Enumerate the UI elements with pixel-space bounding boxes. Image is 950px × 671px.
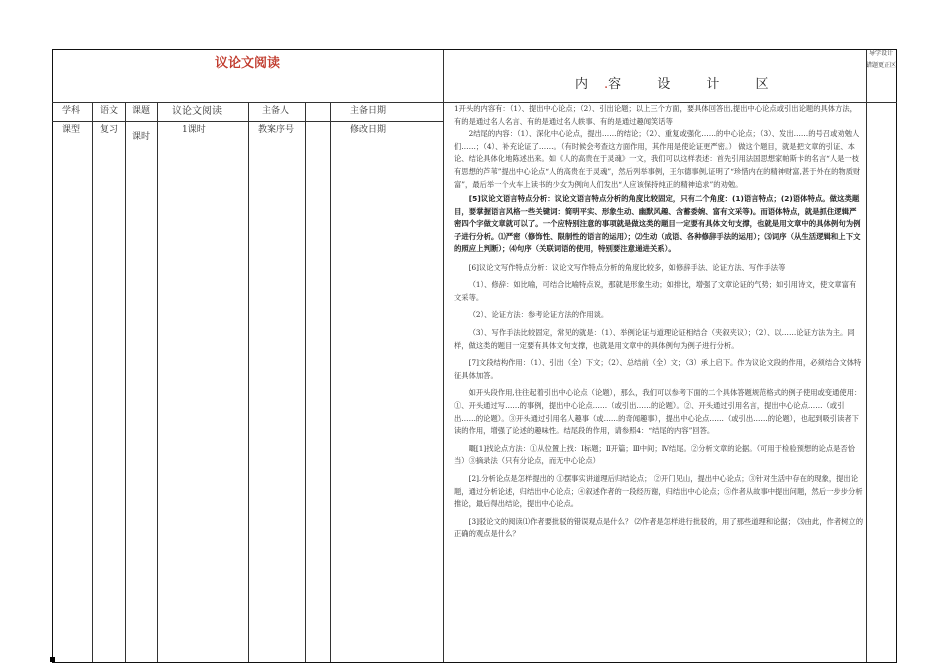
content-paragraph: 1开头的内容有：（1）、提出中心论点；（2）、引出论题；以上三个方面，要具体回答出,提出中心论点或引出论题的具体方法，有的是通过名人名言、有的是通过名人轶事、有的是通过趣闻笑话等 (454, 104, 857, 126)
page-title: 议论文阅读 (214, 56, 280, 71)
info-col-2 (125, 102, 126, 662)
content-paragraph: [7]文段结构作用：（1）、引出（全）下文；（2）、总结前（全）文；（3）承上启下。作为议论文段的作用，必须结合文体特征具体加答。 (454, 358, 862, 380)
content-paragraph: 如开头段作用,往往起着引出中心论点（论题），那么，我们可以参考下面的二个具体答题规范格式的例子使用或变通使用：①、开头通过写……的事例，提出中心论点……（或引出……的论题）。②、开头通过引用名言，提出中心论点……（或引出……的论题）。③开头通过引用名人趣事（或……的奇闻趣事），提出中心论点……（或引出……的论题），也起到吸引读者下读的作用，增强了论述的趣味性。结尾段的作用，请参照4：“结尾的内容”回答。 (454, 388, 862, 436)
type-value: 复习 (100, 125, 119, 135)
content-paragraph: （1）、修辞：如比喻，可结合比喻特点说，那就是形象生动；如排比，增强了文章论证的气势；如引用诗文，使文章富有文采等。 (454, 280, 857, 302)
preparer-label: 主备人 (262, 106, 290, 116)
side-label-guide: 导学设计 (868, 50, 893, 57)
side-column (866, 50, 896, 74)
content-paragraph: 嘅[1]找论点方法：①从位置上找：Ⅰ标题；Ⅱ开篇；Ⅲ中间；Ⅳ结尾。②分析文章的论据。（可用于检验预想的论点是否恰当）③摘录法（只有分论点，而无中心论点） (454, 443, 855, 466)
topic-value: 议论文阅读 (172, 106, 222, 117)
period-label: 课时 (132, 132, 151, 142)
column-divider-main (443, 50, 444, 662)
modify-date-label: 修改日期 (350, 125, 387, 135)
prep-date-label: 主备日期 (350, 106, 387, 116)
info-col-1 (92, 102, 93, 662)
corner-mark (50, 657, 55, 662)
content-paragraph: （2）、论证方法：参考论证方法的作用谈。 (468, 310, 609, 320)
topic-label: 课题 (132, 106, 151, 116)
content-paragraph: 2结尾的内容：（1）、深化中心论点，提出……的结论；（2）、重复或强化……的中心论点；（3）、发出……的号召或劝勉人们……；（4）、补充论证了……。（有时候会考查这方面作用，其作用是使论证更严密。） 做这个题目，就是把文章的引证、本论、结论具体化地陈述出来。如《人的高贵在于灵魂》一文，我们可以这样表述：首先引用法国思想家帕斯卡的名言“人是一枝有思想的芦苇”提出中心论点“人的高贵在于灵魂”，然后列举事例，王尔德事例,证明了“珍惜内在的精神财富,甚于外在的物质财富”，最后举一个火车上读书的少女为例向人们发出“人应该保持纯正的精神追求”的劝勉。 (454, 129, 861, 189)
design-area-dot: . (604, 77, 609, 92)
page-frame-bottom (52, 662, 897, 663)
info-col-6 (330, 102, 331, 662)
plan-number-label: 教案序号 (258, 125, 295, 135)
page-frame-right (896, 49, 897, 663)
info-col-5 (305, 102, 306, 662)
design-area-header: 内.容 设 计 区 (575, 77, 785, 92)
content-paragraph-emphasis: [5]议论文语言特点分析：议论文语言特点分析的角度比较固定，只有二个角度：(1)语言特点；(2)语体特点。做这类题目，要掌握语言风格一些关键词：简明平实、形象生动、幽默风趣、含蓄委婉、富有文采等)。而语体特点，就是抓住逻辑严密四个字做文章就可以了。一个应特别注意的事项就是做这类的题目一定要有具体文句支撑，也就是用文章中的具体例句为例子进行分析。⑴严密（修饰性、限制性的语言的运用）；⑵生动（成语、各种修辞手法的运用）；⑶词序（从生活逻辑和上下文的照应上判断）；⑷句序（关联词语的使用，特别要注意递进关系）。 (454, 194, 861, 254)
content-paragraph: （3）、写作手法比较固定，常见的就是：（1）、举例论证与道理论证相结合（夹叙夹议）；（2）、以……论证方法为主。同样，做这类的题目一定要有具体文句支撑，也就是用文章中的具体例句为例子进行分析。 (454, 328, 855, 350)
lesson-content (454, 103, 863, 541)
page-frame-top (52, 49, 897, 50)
subject-label: 学科 (62, 106, 81, 116)
content-paragraph: [2].分析论点是怎样提出的 ①摆事实讲道理后归结论点； ②开门见山，提出中心论点；③针对生活中存在的现象，提出论题，通过分析论述，归结出中心论点；④叙述作者的一段经历谢，归结出中心论点；⑤作者从故事中提出问题，然后一步步分析推论，最后得出结论，提出中心论点。 (454, 473, 863, 509)
subject-value: 语文 (100, 106, 119, 116)
column-divider-side (866, 50, 867, 662)
page-frame-left (52, 49, 53, 663)
type-label: 课型 (62, 125, 81, 135)
info-col-4 (248, 102, 249, 662)
content-paragraph: [3]驳论文的阅读⑴作者要批驳的错误观点是什么？ ⑵作者是怎样进行批驳的，用了那些道理和论据； ⑶由此，作者树立的正确的观点是什么？ (454, 516, 864, 539)
period-value: 1课时 (182, 125, 206, 135)
content-paragraph: [6]议论文写作特点分析：议论文写作特点分析的角度比较多，如修辞手法、论证方法、写作手法等 (468, 262, 786, 272)
side-label-corrections: 错题更正区 (866, 62, 897, 69)
info-col-3 (157, 102, 158, 662)
